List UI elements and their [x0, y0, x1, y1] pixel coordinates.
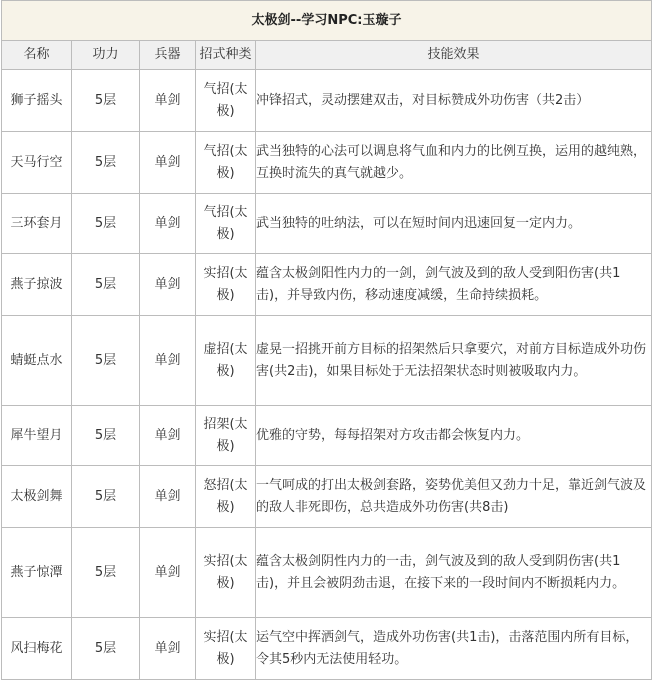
- header-name: 名称: [2, 41, 72, 70]
- skill-type: 怒招(太极): [196, 466, 256, 528]
- skill-name: 太极剑舞: [2, 466, 72, 528]
- skill-level: 5层: [72, 466, 140, 528]
- skills-table: [1, 0, 652, 680]
- table-row: [2, 70, 652, 132]
- skill-level: 5层: [72, 618, 140, 680]
- skill-weapon: 单剑: [140, 194, 196, 254]
- skill-level: 5层: [72, 316, 140, 406]
- skill-level: 5层: [72, 132, 140, 194]
- table-row: [2, 528, 652, 618]
- skill-weapon: 单剑: [140, 466, 196, 528]
- table-row: [2, 618, 652, 680]
- skill-level: 5层: [72, 194, 140, 254]
- skill-type: 实招(太极): [196, 528, 256, 618]
- skill-weapon: 单剑: [140, 316, 196, 406]
- skill-type: 气招(太极): [196, 132, 256, 194]
- header-effect: 技能效果: [256, 41, 652, 70]
- skill-name: 燕子掠波: [2, 254, 72, 316]
- skill-effect: 蕴含太极剑阳性内力的一剑，剑气波及到的敌人受到阳伤害(共1击)，并导致内伤，移动速度减缓，生命持续损耗。: [256, 254, 652, 316]
- skill-type: 气招(太极): [196, 70, 256, 132]
- table-row: [2, 406, 652, 466]
- skill-weapon: 单剑: [140, 528, 196, 618]
- skill-weapon: 单剑: [140, 406, 196, 466]
- skill-name: 犀牛望月: [2, 406, 72, 466]
- skill-effect: 优雅的守势，每每招架对方攻击都会恢复内力。: [256, 406, 652, 466]
- table-row: [2, 466, 652, 528]
- skill-type: 实招(太极): [196, 618, 256, 680]
- header-level: 功力: [72, 41, 140, 70]
- table-row: [2, 194, 652, 254]
- table-title-row: [2, 1, 652, 41]
- skill-name: 狮子摇头: [2, 70, 72, 132]
- skill-name: 燕子惊潭: [2, 528, 72, 618]
- skill-weapon: 单剑: [140, 70, 196, 132]
- skill-type: 气招(太极): [196, 194, 256, 254]
- skill-weapon: 单剑: [140, 618, 196, 680]
- skill-effect: 蕴含太极剑阴性内力的一击，剑气波及到的敌人受到阴伤害(共1击)，并且会被阴劲击退，在接下来的一段时间内不断损耗内力。: [256, 528, 652, 618]
- skill-name: 三环套月: [2, 194, 72, 254]
- skill-level: 5层: [72, 528, 140, 618]
- skill-name: 风扫梅花: [2, 618, 72, 680]
- skill-level: 5层: [72, 406, 140, 466]
- skill-level: 5层: [72, 254, 140, 316]
- skill-effect: 运气空中挥洒剑气，造成外功伤害(共1击)，击落范围内所有目标，令其5秒内无法使用轻功。: [256, 618, 652, 680]
- skill-weapon: 单剑: [140, 132, 196, 194]
- skill-type: 虚招(太极): [196, 316, 256, 406]
- skill-level: 5层: [72, 70, 140, 132]
- table-row: [2, 254, 652, 316]
- table-row: [2, 132, 652, 194]
- skill-name: 蜻蜓点水: [2, 316, 72, 406]
- skill-effect: 虚晃一招挑开前方目标的招架然后只拿要穴，对前方目标造成外功伤害(共2击)，如果目标处于无法招架状态时则被吸取内力。: [256, 316, 652, 406]
- skill-effect: 一气呵成的打出太极剑套路，姿势优美但又劲力十足，靠近剑气波及的敌人非死即伤，总共造成外功伤害(共8击): [256, 466, 652, 528]
- skill-name: 天马行空: [2, 132, 72, 194]
- table-row: [2, 316, 652, 406]
- header-weapon: 兵器: [140, 41, 196, 70]
- skill-effect: 武当独特的吐纳法，可以在短时间内迅速回复一定内力。: [256, 194, 652, 254]
- table-header-row: [2, 41, 652, 70]
- skill-effect: 冲锋招式，灵动摆建双击，对目标赞成外功伤害（共2击）: [256, 70, 652, 132]
- header-type: 招式种类: [196, 41, 256, 70]
- skill-type: 招架(太极): [196, 406, 256, 466]
- skill-weapon: 单剑: [140, 254, 196, 316]
- skill-type: 实招(太极): [196, 254, 256, 316]
- table-title: 太极剑--学习NPC:玉璇子: [2, 1, 652, 41]
- skill-effect: 武当独特的心法可以调息将气血和内力的比例互换，运用的越纯熟，互换时流失的真气就越少。: [256, 132, 652, 194]
